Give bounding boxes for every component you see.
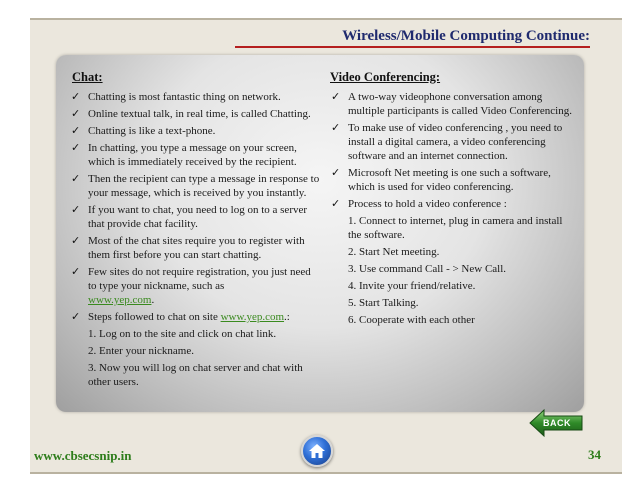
chat-bullet: ✓ Most of the chat sites require you to register with them first before you can start chatting.	[71, 234, 305, 261]
video-step: 6. Cooperate with each other	[348, 314, 475, 326]
checkmark-icon: ✓	[71, 234, 81, 247]
chat-bullet: ✓ Few sites do not require registration, you just need to type your nickname, such as www.yep.com.	[71, 265, 311, 306]
video-step: 5. Start Talking.	[348, 297, 419, 309]
chat-bullet: ✓ Steps followed to chat on site www.yep.com.:	[71, 310, 290, 323]
checkmark-icon: ✓	[71, 107, 81, 120]
page-number: 34	[588, 447, 601, 462]
chat-bullet: ✓ Then the recipient can type a message in response to your message, which is received by you instantly.	[71, 172, 320, 199]
video-bullet: ✓ Process to hold a video conference :	[331, 197, 507, 210]
back-label[interactable]: BACK	[543, 418, 571, 428]
chat-bullet: ✓ Chatting is most fantastic thing on network.	[71, 90, 281, 103]
footer-website[interactable]: www.cbsecsnip.in	[34, 448, 132, 463]
yep-link[interactable]: www.yep.com	[88, 294, 152, 306]
checkmark-icon: ✓	[331, 121, 341, 134]
chat-bullet: ✓ Chatting is like a text-phone.	[71, 124, 216, 137]
slide-title: Wireless/Mobile Computing Continue:	[342, 28, 590, 44]
chat-bullet: ✓ Online textual talk, in real time, is called Chatting.	[71, 107, 311, 120]
chat-bullet: ✓ If you want to chat, you need to log on to a server that provide chat facility.	[71, 203, 308, 230]
chat-step: 1. Log on to the site and click on chat link.	[88, 328, 277, 340]
checkmark-icon: ✓	[331, 90, 341, 103]
checkmark-icon: ✓	[331, 166, 341, 179]
chat-step: 3. Now you will log on chat server and chat with other users.	[88, 362, 303, 388]
checkmark-icon: ✓	[71, 172, 81, 185]
title-underline	[235, 46, 590, 48]
checkmark-icon: ✓	[71, 265, 81, 278]
chat-bullet: ✓ In chatting, you type a message on your screen, which is immediately received by the recipient.	[71, 141, 297, 168]
chat-step: 2. Enter your nickname.	[88, 345, 194, 357]
video-bullet: ✓ A two-way videophone conversation among multiple participants is called Video Conferencing.	[331, 90, 572, 117]
home-button[interactable]	[301, 435, 333, 467]
video-step: 2. Start Net meeting.	[348, 246, 440, 258]
video-bullet: ✓ To make use of video conferencing , you need to install a digital camera, a video conferencing software and an internet connection.	[331, 121, 563, 162]
checkmark-icon: ✓	[71, 90, 81, 103]
yep-link[interactable]: www.yep.com	[220, 311, 285, 323]
checkmark-icon: ✓	[71, 310, 81, 323]
video-column	[330, 70, 578, 330]
checkmark-icon: ✓	[71, 124, 81, 137]
video-bullet: ✓ Microsoft Net meeting is one such a software, which is used for video conferencing.	[331, 166, 551, 193]
chat-column	[68, 70, 320, 392]
checkmark-icon: ✓	[331, 197, 341, 210]
video-heading: Video Conferencing:	[330, 70, 441, 84]
chat-heading: Chat:	[72, 70, 103, 84]
video-step: 4. Invite your friend/relative.	[348, 280, 476, 292]
video-step: 3. Use command Call - > New Call.	[348, 263, 507, 275]
home-icon	[308, 443, 326, 459]
checkmark-icon: ✓	[71, 203, 81, 216]
video-step: 1. Connect to internet, plug in camera and install the software.	[348, 215, 563, 241]
checkmark-icon: ✓	[71, 141, 81, 154]
